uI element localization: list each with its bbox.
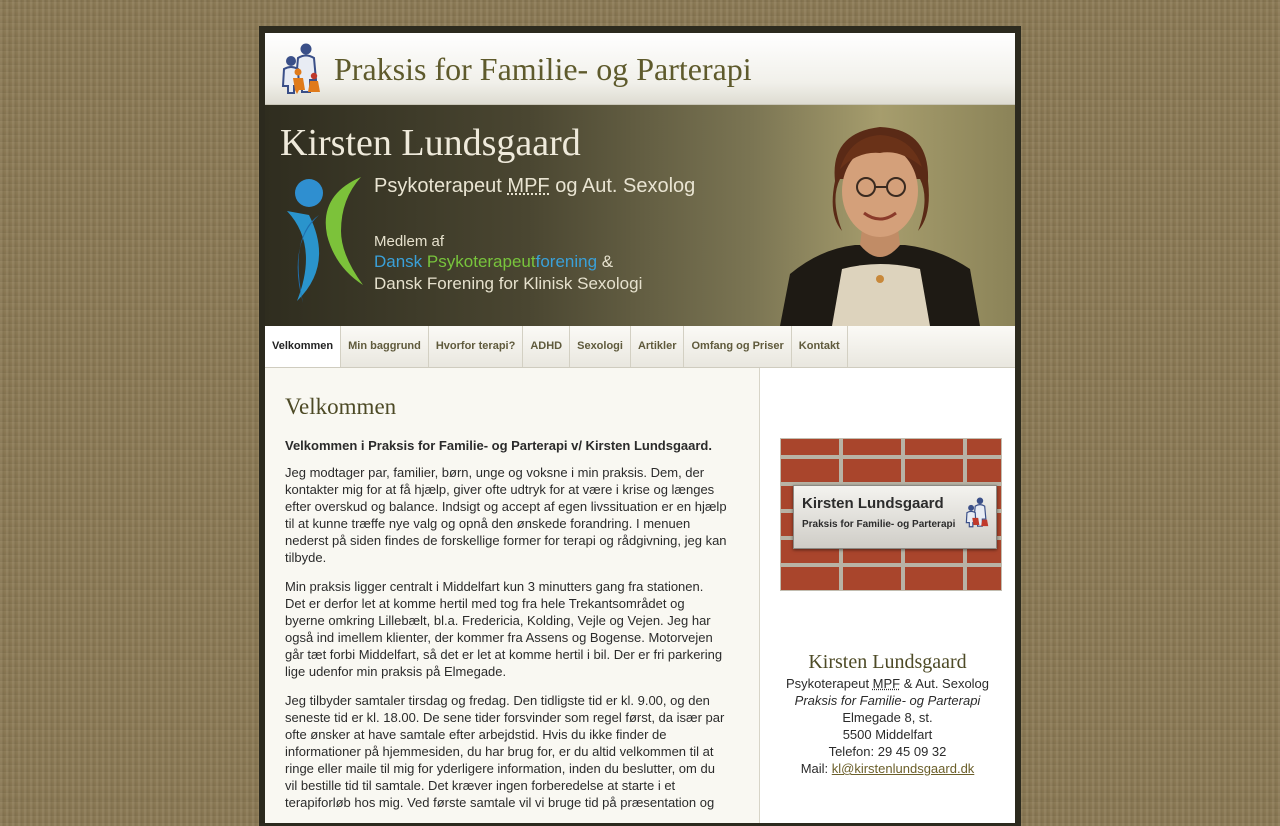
dfks-link[interactable]: Dansk Forening for Klinisk Sexologi xyxy=(374,274,643,293)
nav-item-hvorfor-terapi[interactable]: Hvorfor terapi? xyxy=(429,326,523,367)
paragraph-2: Min praksis ligger centralt i Middelfart kun 3 minutters gang fra stationen. Det er derfor let at komme hertil med tog fra hele Trekantsområdet og byerne omkring Lillebælt, bl.a. Fredericia, Kolding, Vejle og Vejen. Jeg har også ind imellem klienter, der kommer fra Assens og Bogense. Motorvejen går tæt forbi Middelfart, så det er let at komme hertil i bil. Der er fri parkering lige udenfor min praksis på Elmegade. xyxy=(285,579,723,679)
sign-subtitle: Praksis for Familie- og Parterapi xyxy=(802,519,956,530)
dpf-swoosh-logo xyxy=(279,175,364,305)
portrait-photo xyxy=(780,119,980,326)
contact-practice: Praksis for Familie- og Parterapi xyxy=(794,693,981,708)
contact-city: 5500 Middelfart xyxy=(842,727,933,742)
contact-street: Elmegade 8, st. xyxy=(842,710,933,725)
nav-item-omfang-og-priser[interactable]: Omfang og Priser xyxy=(684,326,791,367)
sign-plate xyxy=(793,485,997,549)
main-nav xyxy=(265,326,1015,368)
family-figures-icon xyxy=(964,496,990,528)
mpf-abbr: MPF xyxy=(507,175,550,197)
member-label: Medlem af xyxy=(374,233,445,250)
contact-phone: Telefon: 29 45 09 32 xyxy=(828,744,947,759)
contact-card xyxy=(760,650,1015,777)
nav-item-velkommen[interactable]: Velkommen xyxy=(265,326,341,367)
mpf-abbr: MPF xyxy=(872,676,901,691)
door-sign-photo xyxy=(780,438,1002,591)
nav-item-sexologi[interactable]: Sexologi xyxy=(570,326,631,367)
paragraph-3: Jeg tilbyder samtaler tirsdag og fredag. Den tidligste tid er kl. 9.00, og den seneste tid er kl. 18.00. De sene tider forsvinder som regel først, da især par ofte ønsker at have samtale efter arbejdstid. Hvis du ikke finder de informationer på hjemmesiden, du har brug for, er du altid velkommen til at ringe eller maile til mig for yderligere information, inden du beslutter, om du vil bestille tid til samtale. Det kræver ingen forberedelse at starte i et terapiforløb hos mig. Ved første samtale vil vi bruge tid på præsentation og xyxy=(285,693,725,810)
mail-link[interactable]: kl@kirstenlundsgaard.dk xyxy=(831,761,975,776)
sidebar xyxy=(760,368,1015,823)
nav-item-kontakt[interactable]: Kontakt xyxy=(792,326,848,367)
site-title[interactable]: Praksis for Familie- og Parterapi xyxy=(334,51,752,87)
dpf-link[interactable]: Dansk Psykoterapeutforening & xyxy=(374,252,614,271)
nav-item-min-baggrund[interactable]: Min baggrund xyxy=(341,326,429,367)
nav-item-artikler[interactable]: Artikler xyxy=(631,326,685,367)
contact-mail: Mail: kl@kirstenlundsgaard.dk xyxy=(800,761,975,776)
hero-banner xyxy=(265,105,1015,326)
contact-name: Kirsten Lundsgaard xyxy=(808,651,967,673)
nav-item-adhd[interactable]: ADHD xyxy=(523,326,570,367)
page-title: Velkommen xyxy=(285,394,397,419)
main-content xyxy=(265,368,760,823)
lead-paragraph: Velkommen i Praksis for Familie- og Parterapi v/ Kirsten Lundsgaard. xyxy=(285,438,712,453)
brand-bar xyxy=(265,33,1015,105)
hero-name: Kirsten Lundsgaard xyxy=(280,122,581,164)
content-body xyxy=(285,437,727,823)
page xyxy=(265,33,1015,823)
sign-name: Kirsten Lundsgaard xyxy=(802,495,944,512)
contact-role: Psykoterapeut MPF & Aut. Sexolog xyxy=(785,676,990,691)
family-figures-icon[interactable] xyxy=(279,42,323,94)
hero-role: Psykoterapeut MPF og Aut. Sexolog xyxy=(374,175,696,197)
paragraph-1: Jeg modtager par, familier, børn, unge og voksne i min praksis. Dem, der kontakter mig for at få hjælp, giver ofte udtryk for at være i krise og længes efter overskud og balance. Indsigt og accept af egen livssituation er en hjælp til at kunne træffe nye valg og opnå den ønskede forandring. I menuen nederst på siden findes de forskellige former for terapi og rådgivning, jeg kan tilbyde. xyxy=(285,465,727,565)
